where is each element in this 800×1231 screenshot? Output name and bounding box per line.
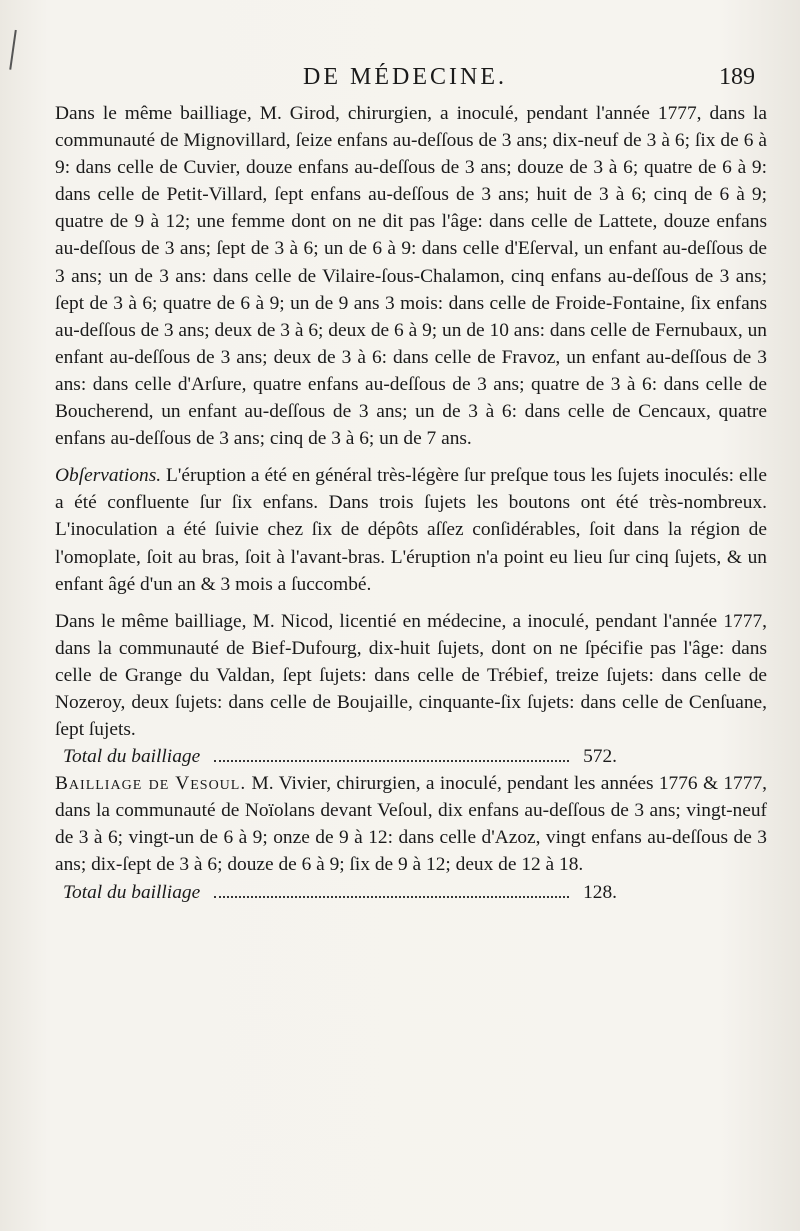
paragraph-girod: Dans le même bailliage, M. Girod, chirurgien, a inoculé, pendant l'année 1777, dans la communauté de Mignovillard, ſeize enfans au-deſſous de 3 ans; dix-neuf de 3 à 6; ſix de 6 à 9: dans celle de Cuvier, douze enfans au-deſſous de 3 ans; douze de 3 à 6; quatre de 6 à 9: dans celle de Petit-Villard, ſept enfans au-deſſous de 3 ans; huit de 3 à 6; cinq de 6 à 9; quatre de 9 à 12; une femme dont on ne dit pas l'âge: dans celle de Lattete, douze enfans au-deſſous de 3 ans; ſept de 3 à 6; un de 6 à 9: dans celle d'Eſerval, un enfant au-deſſous de 3 ans; un de 3 ans: dans celle de Vilaire-ſous-Chalamon, cinq enfans au-deſſous de 3 ans; ſept de 3 à 6; quatre de 6 à 9; un de 9 ans 3 mois: dans celle de Froide-Fontaine, ſix enfans au-deſſous de 3 ans; deux de 3 à 6; deux de 6 à 9; un de 10 ans: dans celle de Fernubaux, un enfant au-deſſous de 3 ans; deux de 3 à 6: dans celle de Fravoz, un enfant au-deſſous de 3 ans: dans celle d'Arſure, quatre enfans au-deſſous de 3 ans; quatre de 3 à 6: dans celle de Boucherend, un enfant au-deſſous de 3 ans; un de 3 à 6: dans celle de Cencaux, quatre enfans au-deſſous de 3 ans; cinq de 3 à 6; un de 7 ans.	[55, 103, 767, 450]
paragraph-observations	[55, 462, 767, 597]
total-row-2	[55, 879, 767, 906]
dot-leader-2	[214, 896, 569, 898]
dot-leader-1	[214, 760, 569, 762]
paragraph-vesoul	[55, 770, 767, 878]
vesoul-heading: Bailliage de Vesoul.	[55, 773, 247, 795]
vesoul-text: M. Vivier, chirurgien, a inoculé, pendant les années 1776 & 1777, dans la communauté de Noïolans devant Veſoul, dix enfans au-deſſous de 3 ans; vingt-neuf de 3 à 6; vingt-un de 6 à 9; onze de 9 à 12: dans celle d'Azoz, vingt enfans au-deſſous de 3 ans; dix-ſept de 3 à 6; douze de 6 à 9; ſix de 9 à 12; deux de 12 à 18.	[55, 773, 767, 876]
total-value-1: 572.	[583, 746, 617, 768]
margin-pencil-mark	[9, 30, 20, 70]
paragraph-nicod: Dans le même bailliage, M. Nicod, licentié en médecine, a inoculé, pendant l'année 1777, dans la communauté de Bief-Dufourg, dix-huit ſujets, dont on ne ſpécifie pas l'âge: dans celle de Grange du Valdan, ſept ſujets: dans celle de Trébief, treize ſujets: dans celle de Nozeroy, deux ſujets: dans celle de Boujaille, cinquante-ſix ſujets: dans celle de Cenſuane, ſept ſujets.	[55, 610, 767, 741]
page-number: 189	[719, 64, 755, 90]
body-text	[55, 100, 767, 906]
total-value-2: 128.	[583, 881, 617, 903]
total-row-1	[55, 743, 767, 770]
total-label-2: Total du bailliage	[63, 881, 201, 903]
running-title: DE MÉDECINE.	[303, 64, 507, 90]
observations-text: L'éruption a été en général très-légère ſur preſque tous les ſujets inoculés: elle a été confluente ſur ſix enfans. Dans trois ſujets les boutons ont été très-nombreux. L'inoculation a été ſuivie chez ſix de dépôts aſſez conſidérables, ſoit dans la région de l'omoplate, ſoit au bras, ſoit à l'avant-bras. L'éruption n'a point eu lieu ſur cinq ſujets, & un enfant âgé d'un an & 3 mois a ſuccombé.	[55, 465, 767, 595]
observations-heading: Obſervations.	[55, 465, 162, 487]
page-header	[55, 64, 755, 98]
total-label-1: Total du bailliage	[63, 746, 201, 768]
